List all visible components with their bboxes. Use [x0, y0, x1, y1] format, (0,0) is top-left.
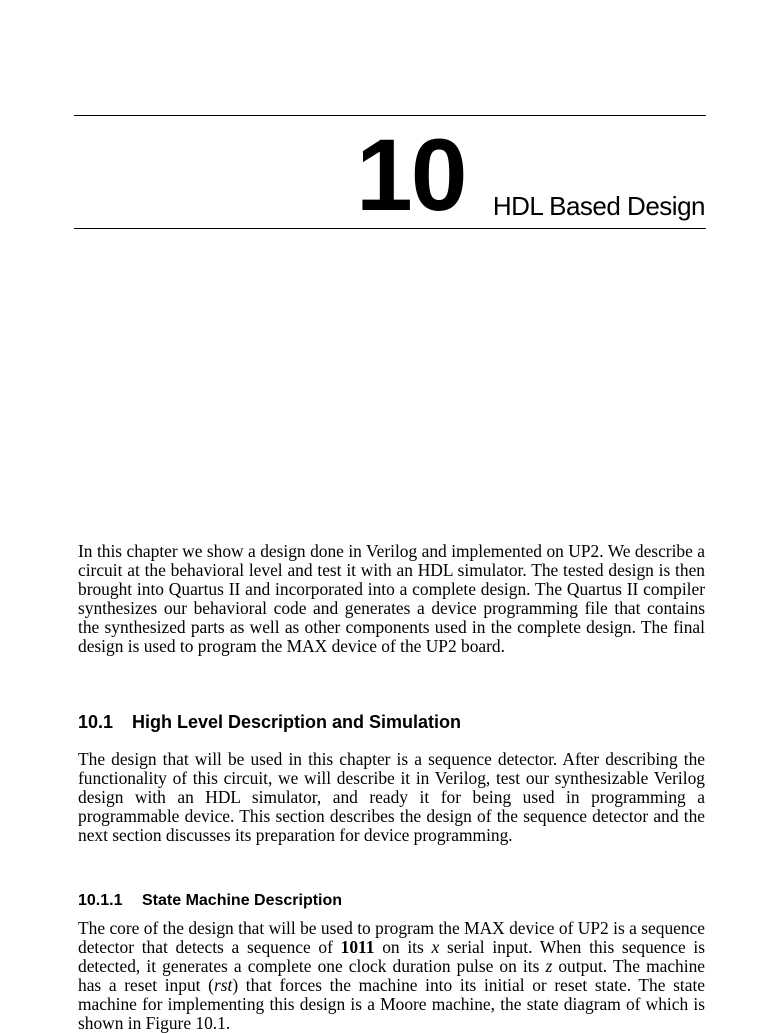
section-heading-10-1: [78, 711, 461, 733]
chapter-title: HDL Based Design: [492, 191, 705, 221]
chapter-top-rule: [74, 115, 706, 116]
output-variable: z: [545, 955, 553, 976]
section-10-1-paragraph: The design that will be used in this chapter is a sequence detector. After describing the functionality of this circuit, we will describe it in Verilog, test our synthesizable Verilog design with an HDL simulator, and ready it for being used in programming a programmable device. This section describes the design of the sequence detector and the next section discusses its preparation for device programming.: [78, 749, 705, 845]
text-segment: on its: [374, 936, 432, 957]
text-segment: The core of the design that will be used to program the MAX device of UP2 is a sequence detector that detects a sequence of: [78, 918, 705, 957]
section-10-1-1-paragraph: [78, 919, 705, 1032]
text-segment: output. The machine has a reset input (: [78, 955, 705, 995]
section-title: High Level Description and Simulation: [132, 712, 462, 732]
detected-sequence: 1011: [340, 936, 375, 957]
reset-variable: rst: [213, 974, 233, 995]
section-number: 10.1: [78, 712, 114, 732]
input-variable: x: [431, 936, 440, 957]
chapter-bottom-rule: [74, 228, 706, 229]
text-segment: ) that forces the machine into its initial or reset state. The state machine for implementing this design is a Moore machine, the state diagram of which is shown in Figure 10.1.: [78, 974, 705, 1033]
text-segment: serial input. When this sequence is detected, it generates a complete one clock duration pulse on its: [78, 936, 705, 976]
subsection-heading-10-1-1: [78, 891, 342, 911]
subsection-title: State Machine Description: [142, 892, 343, 909]
subsection-number: 10.1.1: [78, 892, 123, 909]
chapter-number: 10: [356, 118, 466, 232]
intro-paragraph: In this chapter we show a design done in Verilog and implemented on UP2. We describe a circuit at the behavioral level and test it with an HDL simulator. The tested design is then brought into Quartus II and incorporated into a complete design. The Quartus II compiler synthesizes our behavioral code and generates a device programming file that contains the synthesized parts as well as other components used in the complete design. The final design is used to program the MAX device of the UP2 board.: [78, 541, 705, 656]
